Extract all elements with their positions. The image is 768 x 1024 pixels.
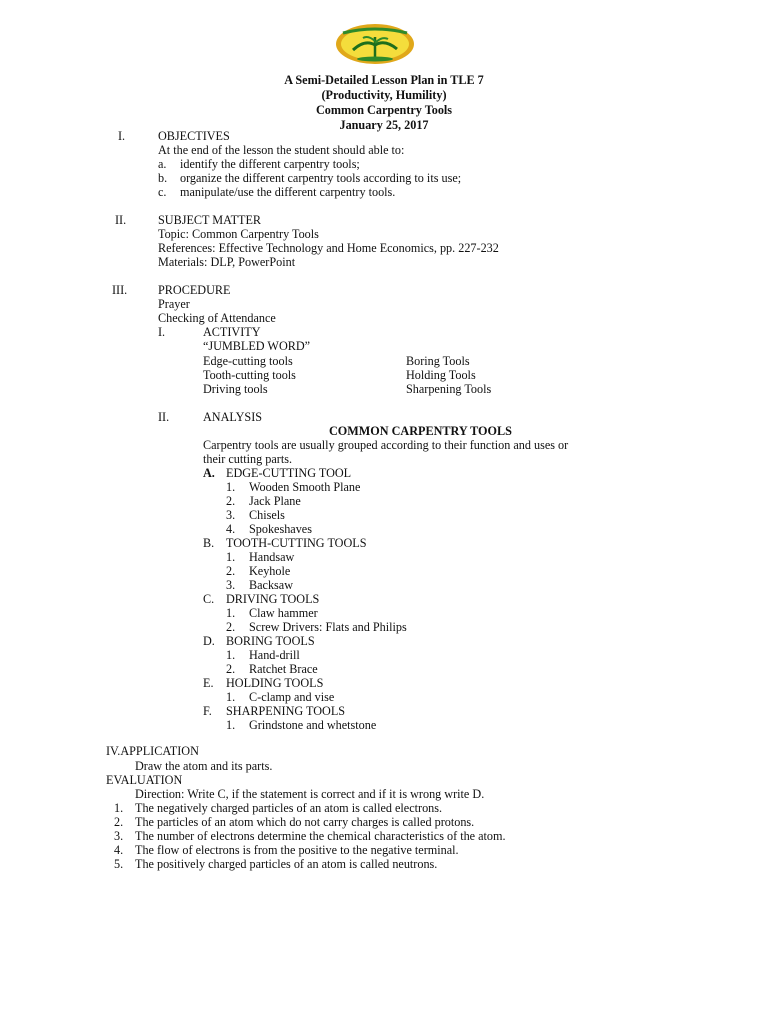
subsection-numeral: I. <box>158 325 166 339</box>
tool-item: Wooden Smooth Plane <box>249 480 361 494</box>
tool-item-number: 1. <box>226 648 236 662</box>
tool-item: Claw hammer <box>249 606 318 620</box>
jumbled-word-item: Driving tools <box>203 382 268 396</box>
evaluation-item: The number of electrons determine the chemical characteristics of the atom. <box>135 829 506 843</box>
tool-item-number: 1. <box>226 718 236 732</box>
tool-group-letter: A. <box>203 466 215 480</box>
procedure-prayer: Prayer <box>158 297 190 311</box>
title-line: (Productivity, Humility) <box>321 88 447 102</box>
tool-group-letter: F. <box>203 704 212 718</box>
section-heading-subject-matter: SUBJECT MATTER <box>158 213 262 227</box>
objective-letter: b. <box>158 171 168 185</box>
tool-item: Spokeshaves <box>249 522 312 536</box>
section-heading-evaluation: EVALUATION <box>106 773 183 787</box>
tool-item: Hand-drill <box>249 648 300 662</box>
jumbled-word-item: Sharpening Tools <box>406 382 492 396</box>
subject-materials: Materials: DLP, PowerPoint <box>158 255 296 269</box>
school-logo-icon <box>335 23 415 65</box>
tool-item-number: 4. <box>226 522 236 536</box>
jumbled-word-item: Tooth-cutting tools <box>203 368 296 382</box>
evaluation-item-number: 5. <box>114 857 124 871</box>
evaluation-item-number: 2. <box>114 815 124 829</box>
tool-item: Screw Drivers: Flats and Philips <box>249 620 407 634</box>
jumbled-word-item: Edge-cutting tools <box>203 354 293 368</box>
analysis-intro-line: their cutting parts. <box>203 452 293 466</box>
tool-group-name: SHARPENING TOOLS <box>226 704 346 718</box>
subject-references: References: Effective Technology and Home Economics, pp. 227-232 <box>158 241 499 255</box>
tool-item-number: 1. <box>226 550 236 564</box>
tool-item-number: 2. <box>226 564 236 578</box>
tool-group-name: DRIVING TOOLS <box>226 592 320 606</box>
tool-item: Backsaw <box>249 578 293 592</box>
objective-letter: a. <box>158 157 167 171</box>
tool-item-number: 1. <box>226 480 236 494</box>
tool-item: Grindstone and whetstone <box>249 718 377 732</box>
tool-group-letter: D. <box>203 634 215 648</box>
title-line: A Semi-Detailed Lesson Plan in TLE 7 <box>284 73 484 87</box>
objective-letter: c. <box>158 185 167 199</box>
tool-item-number: 1. <box>226 690 236 704</box>
subject-topic: Topic: Common Carpentry Tools <box>158 227 319 241</box>
document-title <box>0 73 768 133</box>
tool-item: Handsaw <box>249 550 295 564</box>
objective-text: manipulate/use the different carpentry tools. <box>180 185 396 199</box>
evaluation-item: The negatively charged particles of an atom is called electrons. <box>135 801 443 815</box>
section-numeral: II. <box>115 213 127 227</box>
tool-item-number: 3. <box>226 578 236 592</box>
section-heading-procedure: PROCEDURE <box>158 283 231 297</box>
section-heading-application: IV.APPLICATION <box>106 744 199 758</box>
evaluation-item: The particles of an atom which do not carry charges is called protons. <box>135 815 475 829</box>
application-text: Draw the atom and its parts. <box>135 759 273 773</box>
subsection-heading-activity: ACTIVITY <box>203 325 261 339</box>
analysis-intro-line: Carpentry tools are usually grouped according to their function and uses or <box>203 438 569 452</box>
tool-group-letter: E. <box>203 676 214 690</box>
evaluation-item-number: 4. <box>114 843 124 857</box>
objective-text: organize the different carpentry tools according to its use; <box>180 171 462 185</box>
jumbled-word-item: Boring Tools <box>406 354 470 368</box>
analysis-center-title: COMMON CARPENTRY TOOLS <box>329 424 512 438</box>
tool-item-number: 3. <box>226 508 236 522</box>
evaluation-item: The positively charged particles of an atom is called neutrons. <box>135 857 438 871</box>
tool-group-name: EDGE-CUTTING TOOL <box>226 466 352 480</box>
tool-group-letter: B. <box>203 536 215 550</box>
activity-subheading: “JUMBLED WORD” <box>203 339 311 353</box>
tool-item: Keyhole <box>249 564 291 578</box>
tool-item: Jack Plane <box>249 494 301 508</box>
section-heading-objectives: OBJECTIVES <box>158 129 230 143</box>
tool-group-name: BORING TOOLS <box>226 634 315 648</box>
tool-item: Ratchet Brace <box>249 662 318 676</box>
subsection-numeral: II. <box>158 410 170 424</box>
evaluation-item-number: 1. <box>114 801 124 815</box>
section-numeral: III. <box>112 283 128 297</box>
evaluation-item-number: 3. <box>114 829 124 843</box>
tool-item-number: 2. <box>226 662 236 676</box>
tool-item: Chisels <box>249 508 285 522</box>
tool-group-letter: C. <box>203 592 215 606</box>
evaluation-item: The flow of electrons is from the positive to the negative terminal. <box>135 843 459 857</box>
title-line: Common Carpentry Tools <box>315 103 453 117</box>
tool-item-number: 2. <box>226 494 236 508</box>
tool-item-number: 1. <box>226 606 236 620</box>
jumbled-word-item: Holding Tools <box>406 368 476 382</box>
subsection-heading-analysis: ANALYSIS <box>203 410 263 424</box>
tool-item-number: 2. <box>226 620 236 634</box>
section-numeral: I. <box>118 129 126 143</box>
objectives-intro: At the end of the lesson the student should able to: <box>158 143 405 157</box>
title-line: January 25, 2017 <box>339 118 429 132</box>
tool-group-name: TOOTH-CUTTING TOOLS <box>226 536 367 550</box>
tool-group-name: HOLDING TOOLS <box>226 676 324 690</box>
objective-text: identify the different carpentry tools; <box>180 157 360 171</box>
evaluation-direction: Direction: Write C, if the statement is correct and if it is wrong write D. <box>135 787 485 801</box>
procedure-attendance: Checking of Attendance <box>158 311 276 325</box>
tool-item: C-clamp and vise <box>249 690 335 704</box>
